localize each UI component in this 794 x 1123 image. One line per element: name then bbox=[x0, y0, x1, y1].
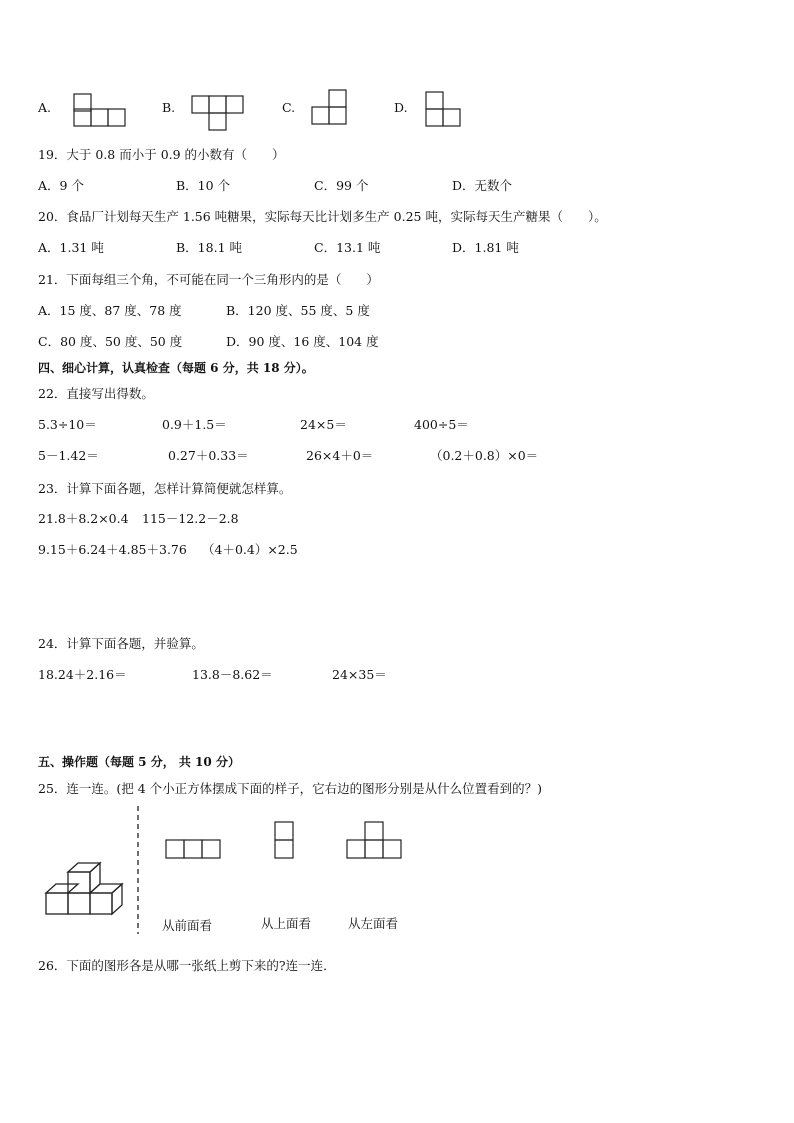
section5-title: 五、操作题（每题 5 分， 共 10 分） bbox=[38, 755, 240, 769]
q21-stem: 21．下面每组三个角，不可能在同一个三角形内的是（ ） bbox=[38, 272, 379, 287]
q22-r1-c3: 24×5＝ bbox=[300, 417, 347, 432]
q22-r1-c1: 5.3÷10＝ bbox=[38, 417, 97, 432]
q25-stem: 25．连一连。(把 4 个小正方体摆成下面的样子，它右边的图形分别是从什么位置看到的？) bbox=[38, 781, 543, 796]
q21-option-c: C．80 度、50 度、50 度 bbox=[38, 334, 183, 349]
q21-option-d: D．90 度、16 度、104 度 bbox=[226, 334, 379, 349]
q23-r1-c1: 21.8＋8.2×0.4 bbox=[38, 511, 129, 526]
q18-option-a-figure bbox=[72, 92, 128, 128]
q18-option-d-figure bbox=[424, 90, 464, 128]
q23-r2-c1: 9.15＋6.24＋4.85＋3.76 bbox=[38, 542, 187, 557]
q20-option-c: C．13.1 吨 bbox=[314, 240, 381, 255]
q19-option-a: A．9 个 bbox=[38, 178, 84, 193]
q26-stem: 26．下面的图形各是从哪一张纸上剪下来的?连一连． bbox=[38, 958, 336, 973]
q23-stem: 23．计算下面各题，怎样计算简便就怎样算。 bbox=[38, 481, 292, 496]
q23-r1-c2: 115－12.2－2.8 bbox=[142, 511, 239, 526]
caption-top-view: 从上面看 bbox=[261, 916, 312, 931]
view-figure-1 bbox=[164, 838, 224, 860]
q21-option-b: B．120 度、55 度、5 度 bbox=[226, 303, 370, 318]
dashed-separator bbox=[136, 806, 140, 934]
q18-option-d-label: D. bbox=[394, 100, 408, 115]
q22-r2-c2: 0.27＋0.33＝ bbox=[168, 448, 249, 463]
q22-r1-c2: 0.9＋1.5＝ bbox=[162, 417, 227, 432]
q18-option-c-figure bbox=[310, 88, 350, 126]
q22-r2-c1: 5－1.42＝ bbox=[38, 448, 99, 463]
q24-c1: 18.24＋2.16＝ bbox=[38, 667, 127, 682]
q18-option-a-label: A. bbox=[38, 100, 52, 115]
q19-option-c: C．99 个 bbox=[314, 178, 369, 193]
q18-option-b-label: B. bbox=[162, 100, 176, 115]
view-figure-3 bbox=[345, 820, 405, 860]
q19-stem: 19．大于 0.8 而小于 0.9 的小数有（ ） bbox=[38, 147, 285, 162]
q22-r2-c4: （0.2＋0.8）×0＝ bbox=[430, 448, 539, 463]
view-figure-2 bbox=[273, 820, 297, 860]
q22-stem: 22．直接写出得数。 bbox=[38, 386, 154, 401]
q23-r2-c2: （4＋0.4）×2.5 bbox=[202, 542, 298, 557]
q22-r2-c3: 26×4＋0＝ bbox=[306, 448, 374, 463]
section4-title: 四、细心计算，认真检查（每题 6 分，共 18 分）。 bbox=[38, 361, 314, 375]
q21-option-a: A．15 度、87 度、78 度 bbox=[38, 303, 182, 318]
q18-option-b-figure bbox=[190, 94, 246, 132]
caption-front-view: 从前面看 bbox=[162, 918, 213, 933]
q20-stem: 20．食品厂计划每天生产 1.56 吨糖果，实际每天比计划多生产 0.25 吨，实际每天生产糖果（ ）。 bbox=[38, 209, 607, 224]
cube-stack-figure bbox=[44, 855, 126, 917]
q18-option-c-label: C. bbox=[282, 100, 296, 115]
q19-option-d: D．无数个 bbox=[452, 178, 513, 193]
q22-r1-c4: 400÷5＝ bbox=[414, 417, 469, 432]
q19-option-b: B．10 个 bbox=[176, 178, 231, 193]
q24-stem: 24．计算下面各题，并验算。 bbox=[38, 636, 204, 651]
q24-c3: 24×35＝ bbox=[332, 667, 387, 682]
q20-option-a: A．1.31 吨 bbox=[38, 240, 104, 255]
q24-c2: 13.8－8.62＝ bbox=[192, 667, 273, 682]
q20-option-d: D．1.81 吨 bbox=[452, 240, 519, 255]
q20-option-b: B．18.1 吨 bbox=[176, 240, 242, 255]
caption-left-view: 从左面看 bbox=[348, 916, 399, 931]
